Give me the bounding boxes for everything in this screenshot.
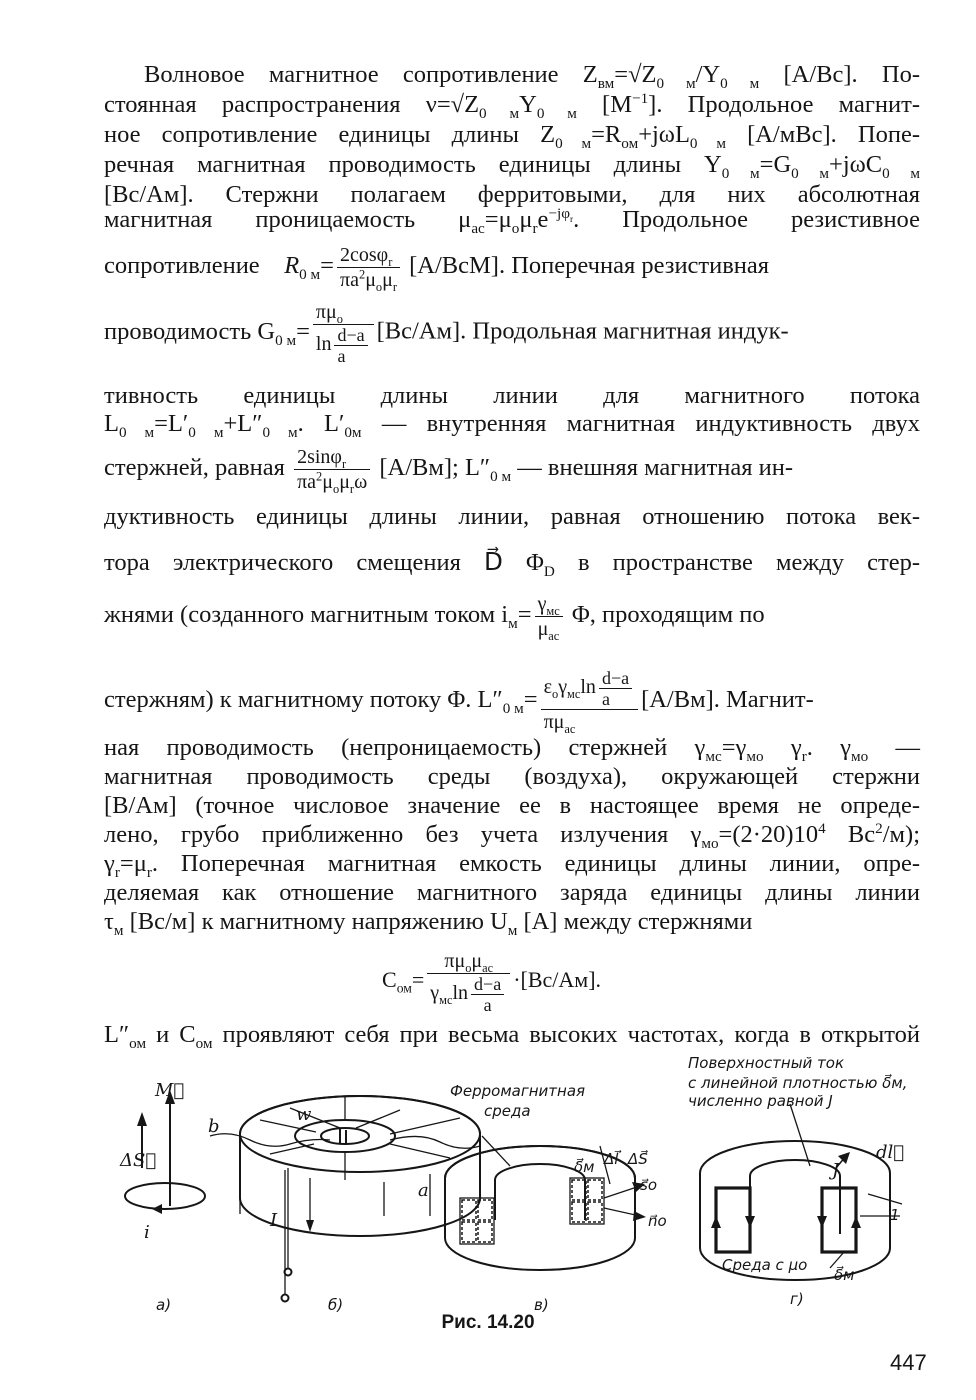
label-delta-l: Δl⃗	[604, 1150, 619, 1168]
sublabel-a: а)	[156, 1296, 172, 1314]
text-line: ная проводимость (непроницаемость) стержней $\gamma_{мс}=\gamma_{мо}$ $\gamma_r$. $\gamma_{мо}$ —	[104, 734, 921, 765]
label-n0: n⃗о	[648, 1212, 667, 1230]
figure-d-ring-surface-current	[700, 1104, 905, 1280]
label-I: I	[270, 1210, 278, 1231]
sublabel-b: б)	[328, 1296, 344, 1314]
label-surface-current: Поверхностный ток	[688, 1054, 845, 1072]
text-line: дуктивность единицы длины линии, равная отношению потока век-	[104, 503, 920, 530]
text-line-current	[104, 585, 920, 645]
text-line: $\gamma_r=\mu_r$. Поперечная магнитная емкость единицы длины линии, опре-	[104, 850, 920, 881]
text-fragment: проводимость $G_{0 м}=$	[104, 317, 310, 349]
text-fragment: [А/Вм]; $L''_{0 м}$ — внешняя магнитная ин-	[379, 454, 794, 485]
label-delta-m-d: δ⃗м	[834, 1266, 855, 1284]
text-fragment: [А/Вм]. Магнит-	[641, 686, 814, 713]
label-current: i	[144, 1222, 150, 1243]
text-line: [В/Ам] (точное числовое значение ее в настоящее время не опреде-	[104, 792, 920, 819]
label-b: b	[208, 1116, 220, 1137]
equation-capacitance: $C_{ом}=$ $\pi\mu_о\mu_{ас}$ $\gamma_{мс}\ln$ $\frac{d-a}{a}$ ·[Вс/Ам].	[382, 949, 602, 1015]
fraction: $\frac{2\sin\varphi_r}{\pi a^2\mu_о\mu_r\omega}$	[294, 445, 370, 494]
label-delta-m: δ⃗м	[574, 1158, 595, 1176]
fraction: $\varepsilon_о\gamma_{мс}\ln$ $\frac{d-a}{a}$ $\pi\mu_{ас}$	[541, 668, 639, 734]
figure-b-toroid	[210, 1096, 480, 1302]
label-ferromagnetic: Ферромагнитная	[450, 1082, 586, 1100]
label-medium-mu0: Среда с μо	[722, 1256, 808, 1274]
text-line: тора электрического смещения D⃗ $\Phi_D$ в пространстве между стер-	[104, 549, 920, 580]
text-fragment: [Вс/Ам]. Продольная магнитная индук-	[376, 317, 789, 345]
label-1: 1	[890, 1206, 900, 1224]
text-line: речная магнитная проводимость единицы длины $Y_{0 м}=G_{0 м}+j\omega C_{0 м}$	[104, 151, 920, 182]
label-equal-J: численно равной J	[688, 1092, 833, 1110]
text-line: $\tau_м$ [Вс/м] к магнитному напряжению $U_м$ [А] между стержнями	[104, 908, 753, 939]
label-area-vector: ΔS⃗	[120, 1150, 157, 1171]
text-line-inductance	[104, 440, 920, 496]
text-line: магнитная проницаемость $\mu_{ас}=\mu_о\mu_re^{-j\varphi_r}$. Продольное резистивное	[104, 204, 920, 237]
text-line: тивность единицы длины линии для магнитного потока	[104, 382, 920, 409]
text-line-conductance	[104, 300, 920, 366]
text-line-external-inductance	[104, 660, 920, 740]
page-number: 447	[890, 1350, 927, 1375]
fraction: $\frac{\gamma_{мс}}{\mu_{ас}}$	[535, 592, 563, 641]
label-magnetic-moment: M⃗	[155, 1080, 185, 1101]
label-linear-density: с линейной плотностью δ⃗м,	[688, 1074, 908, 1092]
text-line: магнитная проводимость среды (воздуха), окружающей стержни	[104, 763, 920, 790]
label-medium: среда	[484, 1102, 531, 1120]
text-line: Волновое магнитное сопротивление $Z_{вм}=√Z_{0 м}/Y_{0 м}$ [А/Вс]. По-	[144, 61, 920, 92]
label-delta-s: ΔS⃗	[628, 1150, 648, 1168]
text-fragment: стержням) к магнитному потоку Φ. $L''_{0 м}=$	[104, 686, 538, 717]
fraction: $\frac{2\cos\varphi_r}{\pi a^2\mu_о\mu_r}$	[337, 243, 400, 292]
text-fragment: жнями (созданного магнитным током $i_м=$	[104, 601, 532, 632]
fraction: $\pi\mu_о$ ln $\frac{d-a}{a}$	[313, 300, 374, 366]
text-line: $L''_{ом}$ и $C_{ом}$ проявляют себя при весьма высоких частотах, когда в открытой	[104, 1021, 920, 1052]
figure-14-20	[100, 1048, 930, 1348]
label-s0: s⃗о	[640, 1176, 657, 1194]
text-fragment: Φ, проходящим по	[571, 601, 765, 628]
text-line: ное сопротивление единицы длины $Z_{0 м}=R_{ом}+j\omega L_{0 м}$ [А/мВс]. Попе-	[104, 121, 920, 152]
text-line: стоянная распространения $\nu=√Z_{0 м}Y_{0 м}$ $[М^{-1}]$. Продольное магнит-	[104, 89, 920, 122]
text-fragment: сопротивление	[104, 252, 260, 279]
sublabel-c: в)	[534, 1296, 549, 1314]
label-dl: dl⃗	[876, 1142, 905, 1163]
text-fragment: стержней, равная	[104, 454, 285, 481]
text-line: [Вс/Ам]. Стержни полагаем ферритовыми, для них абсолютная	[104, 181, 920, 208]
sublabel-d: г)	[790, 1290, 804, 1308]
label-winding: w	[296, 1104, 312, 1125]
fraction: $\pi\mu_о\mu_{ас}$ $\gamma_{мс}\ln$ $\frac{d-a}{a}$	[427, 949, 510, 1015]
text-fragment: [А/ВсМ]. Поперечная резистивная	[409, 252, 770, 279]
figure-caption: Рис. 14.20	[441, 1312, 535, 1333]
text-line: лено, грубо приближенно без учета излучения $\gamma_{мо}=(2\cdot 20)10^4$ $Вс^2/м$);	[104, 819, 921, 852]
label-J: J	[832, 1160, 840, 1181]
label-a: a	[418, 1180, 429, 1201]
text-line-resistance: сопротивление $R_{0 м}=$ $\frac{2\cos\varphi_r}{\pi a^2\mu_о\mu_r}$ [А/ВсМ]. Поперечная резистивная	[104, 243, 770, 294]
text-line: деляемая как отношение магнитного заряда единицы длины линии	[104, 879, 920, 906]
text-line: $L_{0 м}=L'_{0 м}+L''_{0 м}$. $L'_{0м}$ — внутренняя магнитная индуктивность двух	[104, 410, 920, 441]
